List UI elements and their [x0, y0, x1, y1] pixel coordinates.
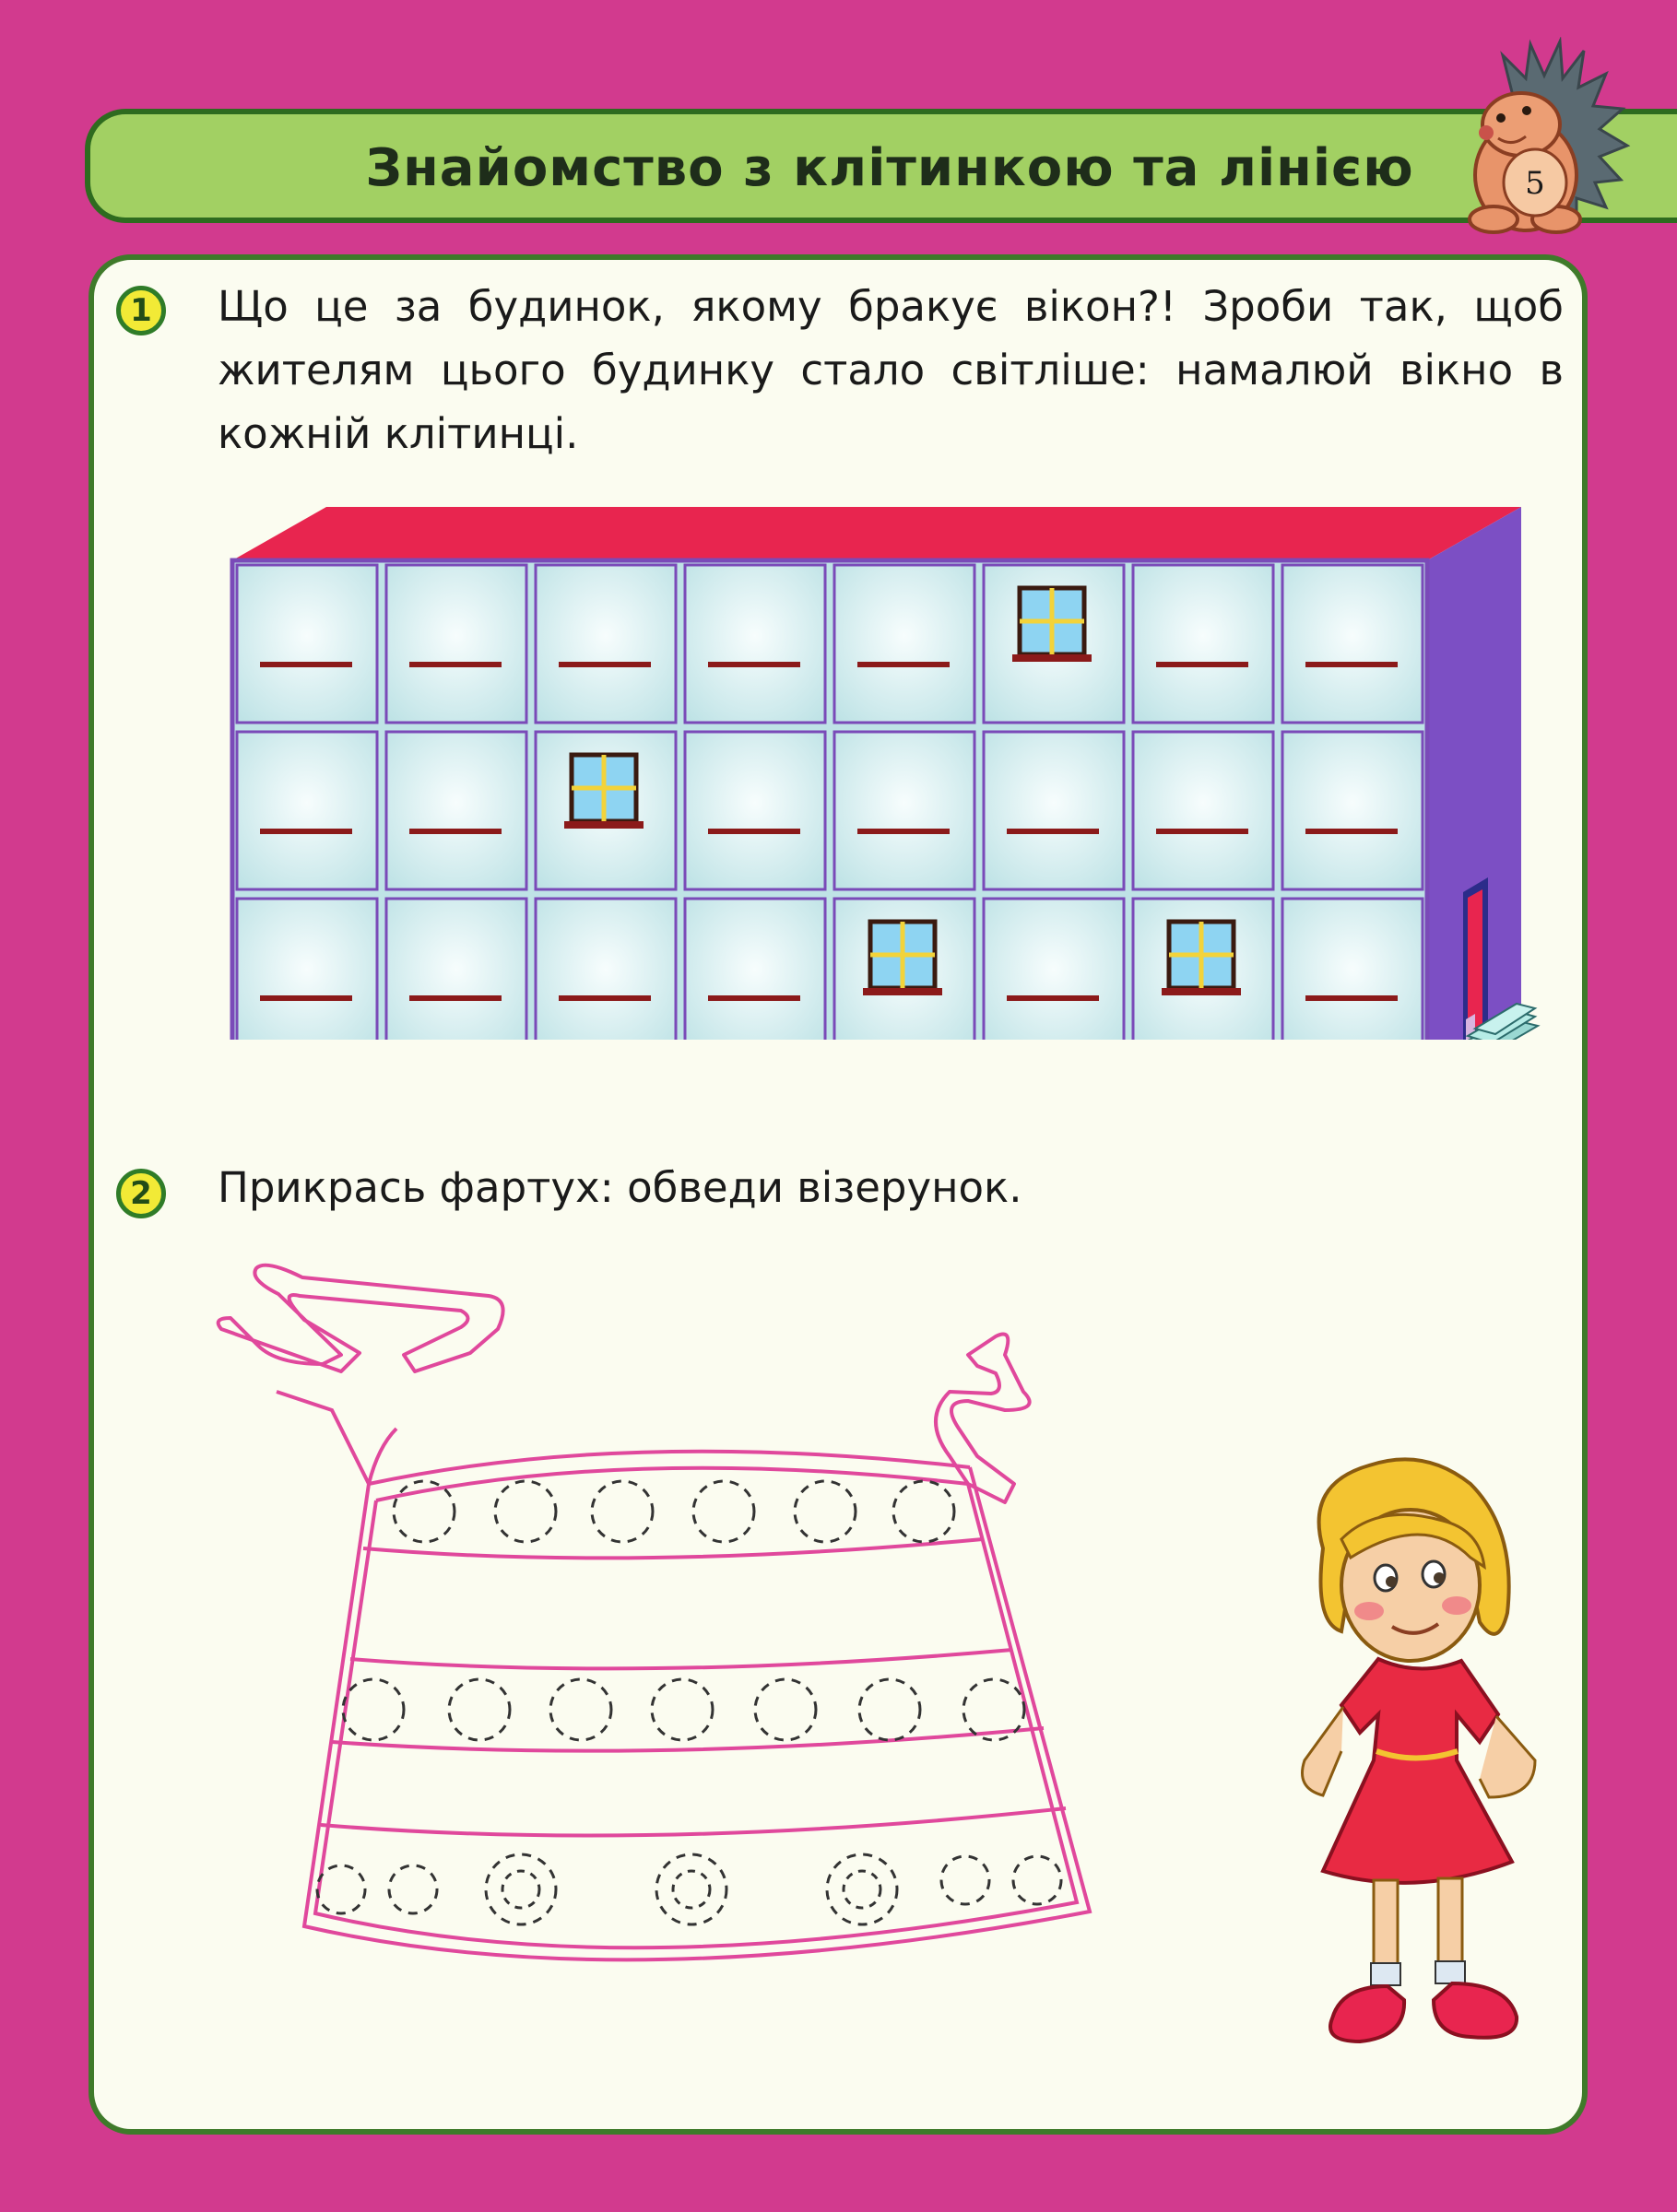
window-sill-line — [260, 829, 352, 834]
window-sill-line — [260, 995, 352, 1001]
window-sill-line — [1305, 829, 1398, 834]
page-title: Знайомство з клітинкою та лінією — [365, 138, 1414, 198]
house-cell[interactable] — [536, 899, 676, 1040]
house-cell[interactable] — [685, 732, 825, 889]
task-1-number-badge: 1 — [116, 286, 166, 335]
house-cell[interactable] — [386, 565, 526, 723]
tracing-circle[interactable] — [941, 1856, 989, 1904]
tracing-circle[interactable] — [693, 1481, 754, 1542]
window-sill-line — [1305, 995, 1398, 1001]
house-illustration — [221, 487, 1549, 1040]
task-2-instruction: Прикрась фартух: обведи візерунок. — [218, 1163, 1022, 1212]
hedgehog-page-number-illustration — [1447, 37, 1632, 240]
house-cell[interactable] — [834, 732, 974, 889]
house-cell[interactable] — [1282, 899, 1423, 1040]
house-cell[interactable] — [237, 899, 377, 1040]
task-1-instruction: Що це за будинок, якому бракує вікон?! Зроби так, щоб жителям цього будинку стало світліше: намалюй вікно в кожній клітинці. — [218, 282, 1564, 458]
house-cell[interactable] — [237, 565, 377, 723]
house-cell[interactable] — [834, 899, 974, 1040]
house-cell[interactable] — [834, 565, 974, 723]
house-cell[interactable] — [1133, 732, 1273, 889]
window-sill-line — [409, 995, 502, 1001]
tracing-circle[interactable] — [755, 1679, 816, 1740]
tracing-inner-circle[interactable] — [673, 1871, 710, 1908]
window-sill-line — [857, 829, 950, 834]
tracing-circle[interactable] — [495, 1481, 556, 1542]
tracing-circle[interactable] — [1013, 1856, 1061, 1904]
house-cell[interactable] — [984, 565, 1124, 723]
house-cell[interactable] — [386, 732, 526, 889]
window-icon — [1162, 922, 1241, 995]
window-sill-line — [1305, 662, 1398, 667]
tracing-circle[interactable] — [317, 1865, 365, 1913]
window-icon — [1012, 588, 1092, 662]
window-sill-line — [1007, 829, 1099, 834]
window-sill-line — [1007, 995, 1099, 1001]
apron-strap-left — [218, 1265, 503, 1371]
house-cell[interactable] — [685, 899, 825, 1040]
apron-strap-right — [936, 1335, 1030, 1503]
tracing-circle[interactable] — [449, 1679, 510, 1740]
tracing-circle[interactable] — [652, 1679, 713, 1740]
tracing-circle[interactable] — [795, 1481, 856, 1542]
house-roof — [232, 507, 1521, 560]
tracing-inner-circle[interactable] — [502, 1871, 539, 1908]
window-sill-line — [857, 662, 950, 667]
house-cell[interactable] — [984, 899, 1124, 1040]
window-sill-line — [1156, 829, 1248, 834]
house-cell[interactable] — [1282, 565, 1423, 723]
page-number: 5 — [1525, 165, 1545, 202]
house-cell[interactable] — [386, 899, 526, 1040]
girl-face-icon — [1341, 1510, 1484, 1661]
window-icon — [564, 755, 644, 829]
house-cell[interactable] — [536, 565, 676, 723]
house-cell[interactable] — [984, 732, 1124, 889]
task-2-number badge: 2 — [116, 1169, 166, 1218]
tracing-circle[interactable] — [389, 1865, 437, 1913]
house-cell[interactable] — [1133, 899, 1273, 1040]
house-cell[interactable] — [237, 732, 377, 889]
tracing-circle[interactable] — [486, 1854, 556, 1924]
girl-legs-icon — [1330, 1878, 1517, 2041]
house-cell[interactable] — [685, 565, 825, 723]
girl-dress-icon — [1303, 1659, 1536, 1883]
tracing-circle[interactable] — [592, 1481, 653, 1542]
window-sill-line — [260, 662, 352, 667]
house-cell[interactable] — [1133, 565, 1273, 723]
window-sill-line — [559, 662, 651, 667]
window-sill-line — [1156, 662, 1248, 667]
tracing-circle[interactable] — [859, 1679, 920, 1740]
window-sill-line — [708, 662, 800, 667]
tracing-circle[interactable] — [893, 1481, 954, 1542]
window-sill-line — [409, 662, 502, 667]
tracing-inner-circle[interactable] — [844, 1871, 880, 1908]
tracing-circle[interactable] — [550, 1679, 611, 1740]
apron-tracing-illustration — [212, 1263, 1226, 2092]
house-cell[interactable] — [1282, 732, 1423, 889]
tracing-circle[interactable] — [827, 1854, 897, 1924]
girl-illustration — [1286, 1447, 1553, 2055]
window-sill-line — [708, 829, 800, 834]
window-sill-line — [409, 829, 502, 834]
window-icon — [863, 922, 942, 995]
house-cell[interactable] — [536, 732, 676, 889]
window-sill-line — [559, 995, 651, 1001]
tracing-circle[interactable] — [656, 1854, 726, 1924]
tracing-circle[interactable] — [343, 1679, 404, 1740]
window-sill-line — [708, 995, 800, 1001]
